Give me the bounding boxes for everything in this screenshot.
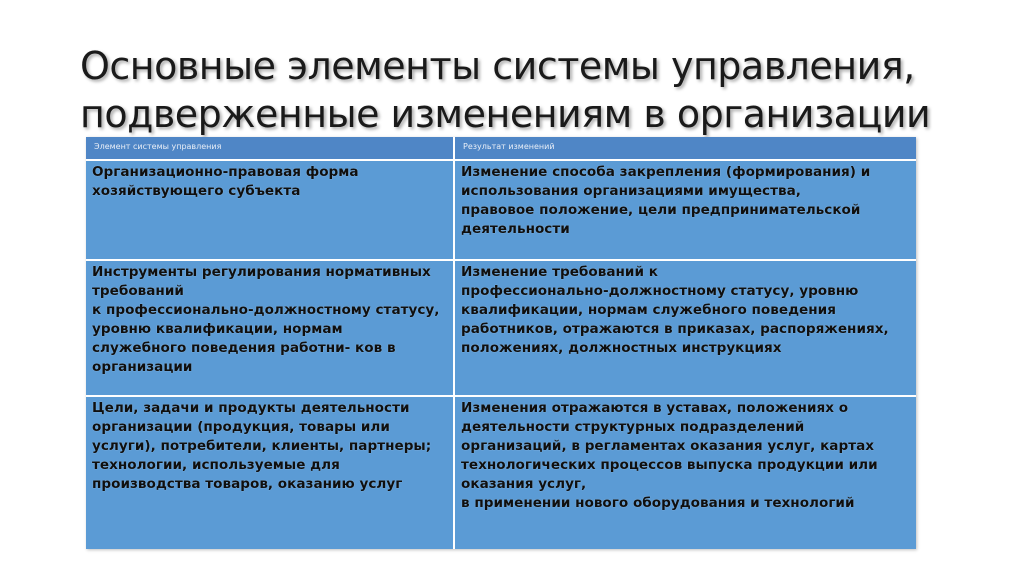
row-3-element-line: производства товаров, оказанию услуг	[92, 476, 403, 492]
table-header-row	[86, 137, 916, 159]
row-2-element-line: служебного поведения работни- ков в	[92, 340, 396, 356]
row-1-element-line: хозяйствующего субъекта	[92, 183, 301, 199]
slide-title-line-1: Основные элементы системы управления,	[80, 44, 915, 88]
row-3-result-line: технологических процессов выпуска продукции или	[461, 457, 878, 473]
row-2-result-line: квалификации, нормам служебного поведения	[461, 302, 836, 318]
row-1-element-line: Организационно-правовая форма	[92, 164, 359, 180]
row-3-element	[86, 397, 453, 549]
row-2-result	[455, 261, 916, 395]
row-2-result-line: профессионально-должностному статусу, уровню	[461, 283, 859, 299]
row-2-result-line: положениях, должностных инструкциях	[461, 340, 782, 356]
row-3-result-line: Изменения отражаются в уставах, положениях о	[461, 400, 849, 416]
row-2-element-line: уровню квалификации, нормам	[92, 321, 343, 337]
row-1-result-line: правовое положение, цели предпринимательской	[461, 202, 861, 218]
header-result: Результат изменений	[455, 137, 916, 159]
row-3-element-line: технологии, используемые для	[92, 457, 340, 473]
row-3-element-line: Цели, задачи и продукты деятельности	[92, 400, 410, 416]
row-1-result-line: Изменение способа закрепления (формирования) и	[461, 164, 871, 180]
row-3-element-line: услуги), потребители, клиенты, партнеры;	[92, 438, 432, 454]
row-3-element-line: организации (продукция, товары или	[92, 419, 390, 435]
slide-title	[80, 42, 980, 138]
table-row-1	[86, 161, 916, 259]
row-2-result-line: работников, отражаются в приказах, распоряжениях,	[461, 321, 889, 337]
row-2-element-line: организации	[92, 359, 193, 375]
row-3-result-line: оказания услуг,	[461, 476, 587, 492]
row-3-result	[455, 397, 916, 549]
row-1-element	[86, 161, 453, 259]
row-3-result-line: деятельности структурных подразделений	[461, 419, 805, 435]
row-1-result-line: деятельности	[461, 221, 570, 237]
table-row-2	[86, 261, 916, 395]
row-2-element	[86, 261, 453, 395]
row-2-element-line: Инструменты регулирования нормативных	[92, 264, 431, 280]
header-element: Элемент системы управления	[86, 137, 453, 159]
slide-title-line-2: подверженные изменениям в организации	[80, 92, 931, 136]
row-3-result-line: организаций, в регламентах оказания услуг, картах	[461, 438, 875, 454]
row-1-result-line: использования организациями имущества,	[461, 183, 801, 199]
table-row-3	[86, 397, 916, 549]
row-2-result-line: Изменение требований к	[461, 264, 658, 280]
row-3-result-line: в применении нового оборудования и технологий	[461, 495, 855, 511]
changes-table	[86, 137, 916, 549]
row-1-result	[455, 161, 916, 259]
row-2-element-line: к профессионально-должностному статусу,	[92, 302, 440, 318]
row-2-element-line: требований	[92, 283, 184, 299]
